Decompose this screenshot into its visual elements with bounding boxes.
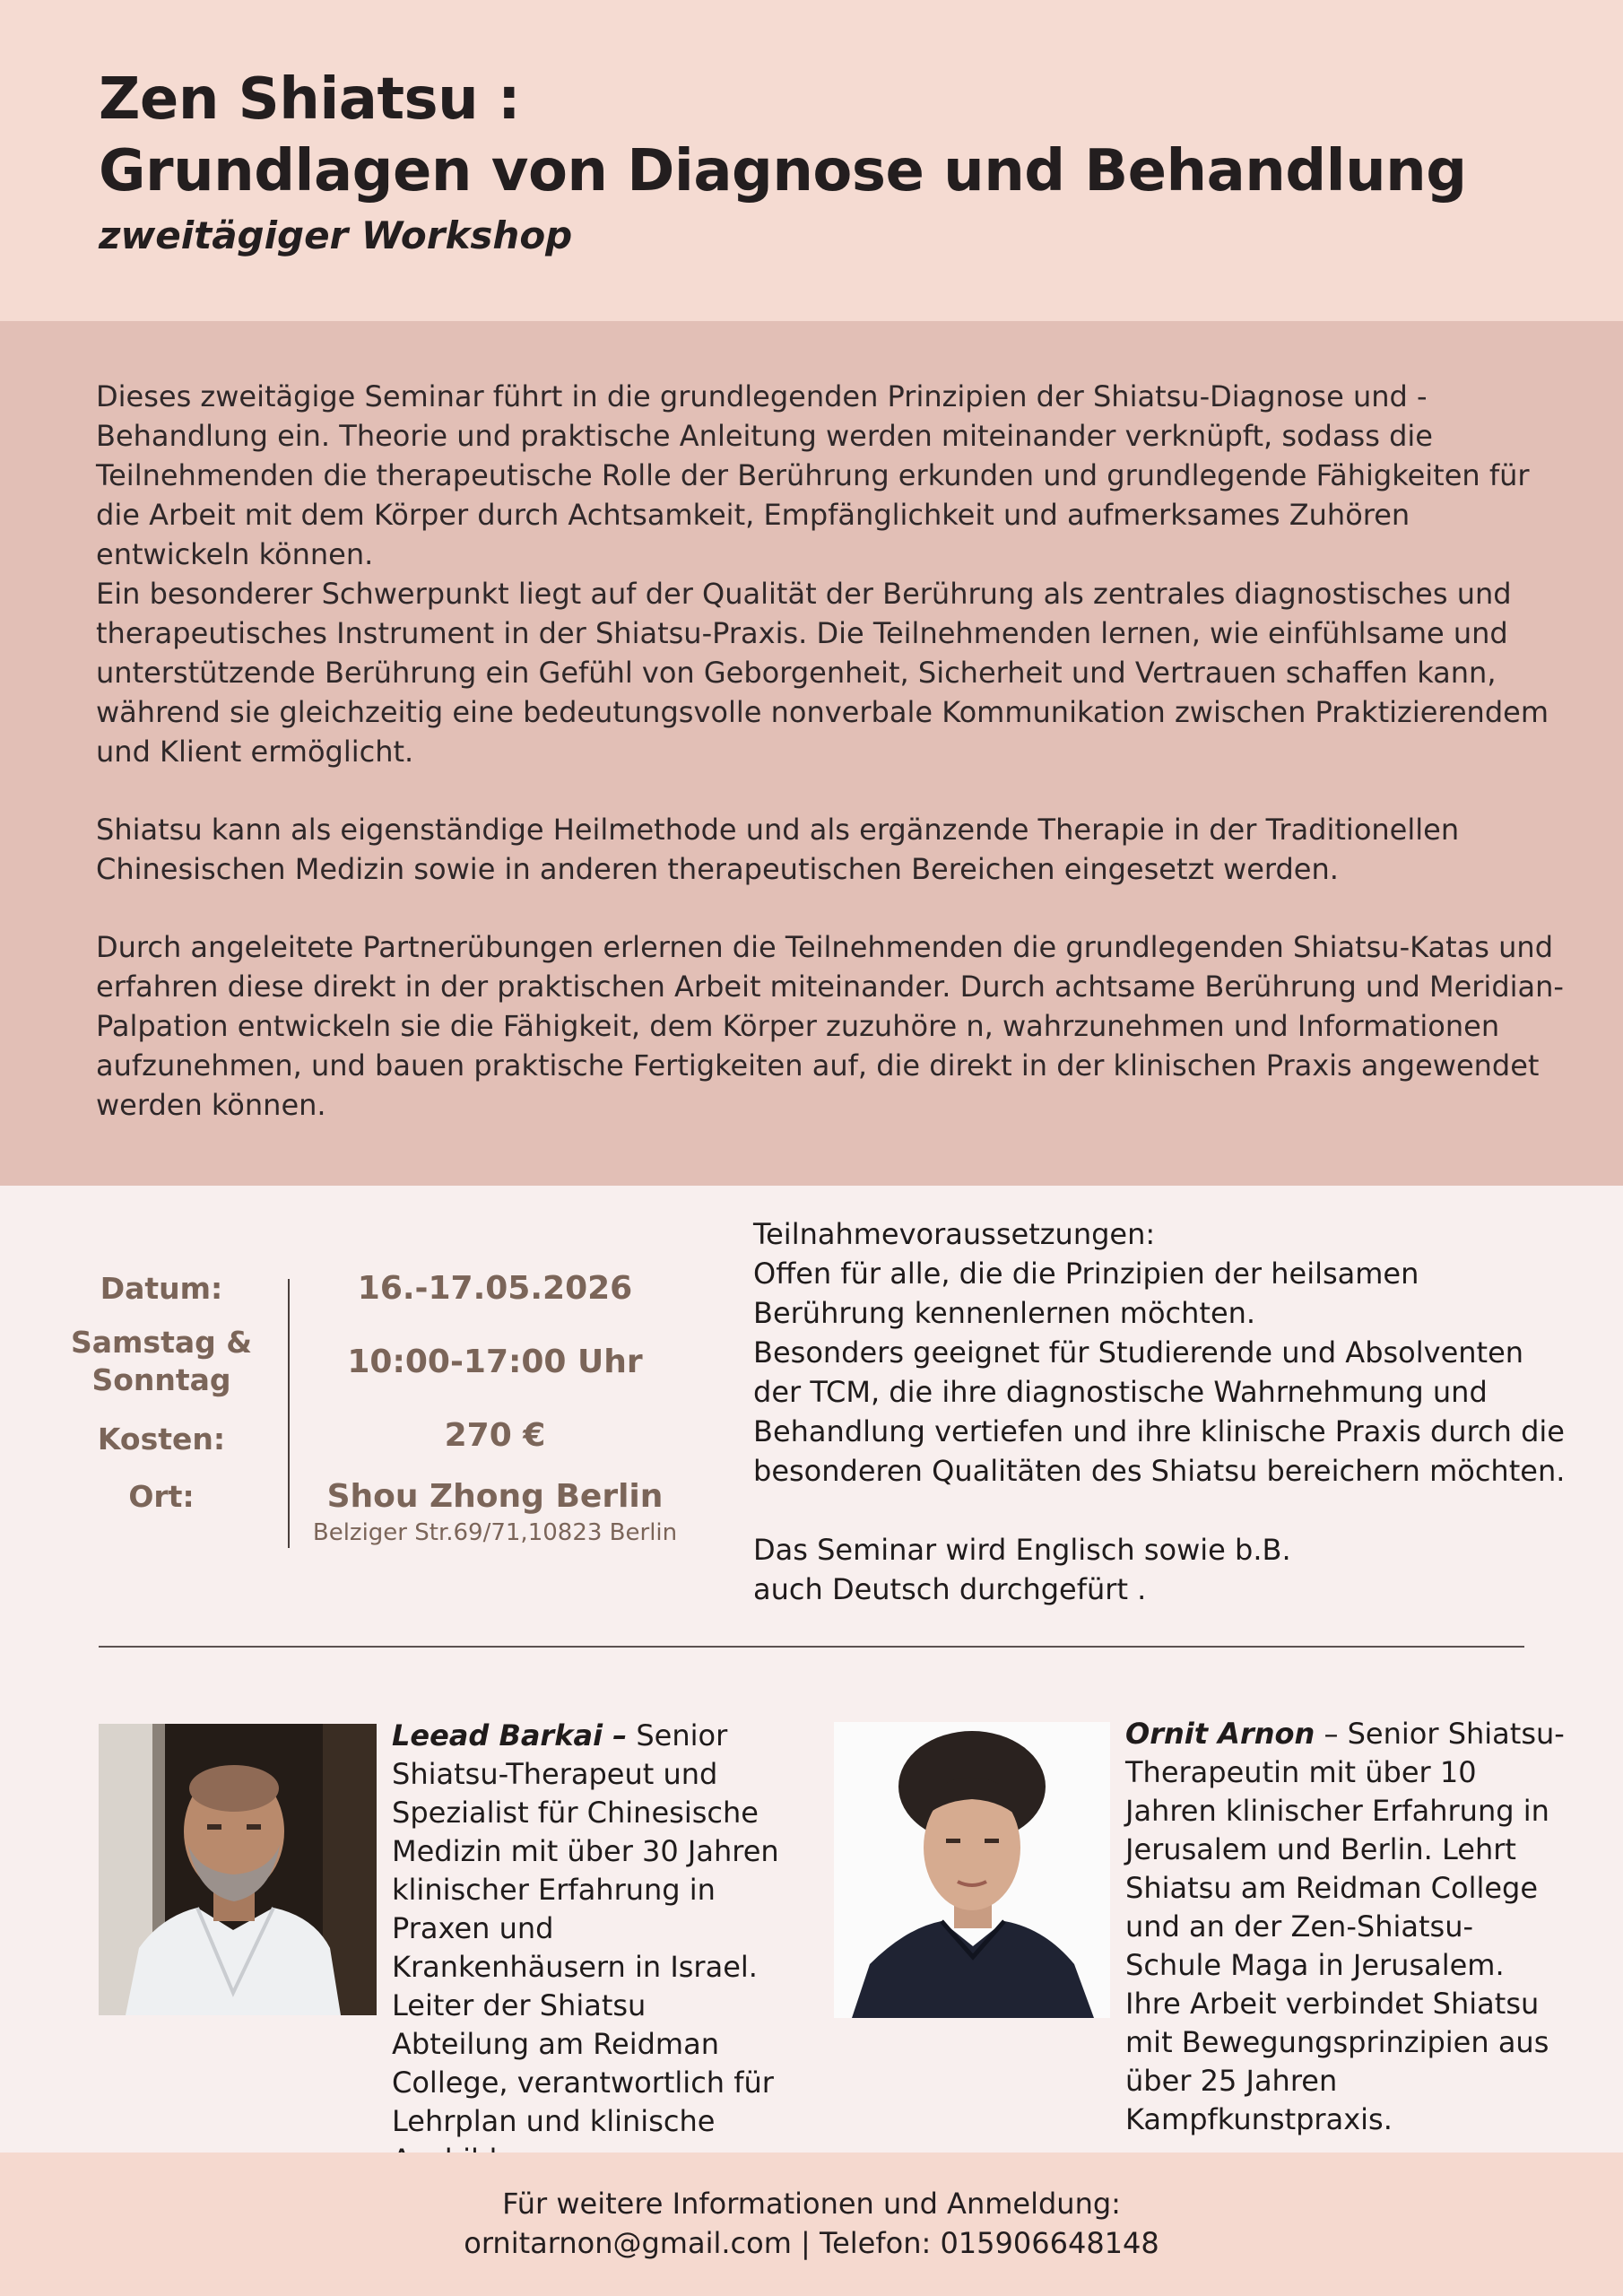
footer-info-line: Für weitere Informationen und Anmeldung: <box>502 2187 1121 2221</box>
teacher-bio-ornit: – Senior Shiatsu-Therapeutin mit über 10 Jahren klinischer Erfahrung in Jerusalem und Berlin. Lehrt Shiatsu am Reidman College und an der Zen-Shiatsu-Schule Maga in Jerusalem. Ihre Arbeit verbindet Shiatsu mit Bewegungsprinzipien aus über 25 Jahren Kampfkunstpraxis. <box>1125 1717 1565 2136</box>
footer-email[interactable]: ornitarnon@gmail.com <box>464 2226 792 2260</box>
date-value: 16.-17.05.2026 <box>357 1270 633 1307</box>
footer-separator: | <box>801 2226 811 2260</box>
place-address: Belziger Str.69/71,10823 Berlin <box>312 1519 678 1546</box>
days-label: Samstag & Sonntag <box>71 1325 252 1397</box>
title-line-2: Grundlagen von Diagnose und Behandlung <box>99 138 1467 204</box>
description-paragraph-2: Ein besonderer Schwerpunkt liegt auf der Qualität der Berührung als zentrales diagnostisches und therapeutisches Instrument in der Shiatsu-Praxis. Die Teilnehmenden lernen, wie einfühlsame und unterstützende Berührung ein Gefühl von Geborgenheit, Sicherheit und Vertrauen schaffen kann, während sie gleichzeitig eine bedeutungsvolle nonverbale Kommunikation zwischen Praktizierendem und Klient ermöglicht. <box>96 577 1549 769</box>
description-section <box>0 321 1623 1186</box>
details-divider <box>288 1279 290 1548</box>
info-section <box>0 1186 1623 2152</box>
language-note: Das Seminar wird Englisch sowie b.B. auch Deutsch durchgefürt . <box>753 1533 1291 1606</box>
footer-contact-line <box>0 2226 1623 2260</box>
requirements-text-open: Offen für alle, die die Prinzipien der heilsamen Berührung kennenlernen möchten. <box>753 1257 1419 1330</box>
description-paragraph-1: Dieses zweitägige Seminar führt in die grundlegenden Prinzipien der Shiatsu-Diagnose und -Behandlung ein. Theorie und praktische Anleitung werden miteinander verknüpft, sodass die Teilnehmenden die therapeutische Rolle der Berührung erkunden und grundlegende Fähigkeiten für die Arbeit mit dem Körper durch Achtsamkeit, Empfänglichkeit und aufmerksames Zuhören entwickeln können. <box>96 379 1530 571</box>
requirements-text-tcm: Besonders geeignet für Studierende und Absolventen der TCM, die ihre diagnostische Wahrnehmung und Behandlung vertiefen und ihre klinische Praxis durch die besonderen Qualitäten des Shiatsu bereichern möchten. <box>753 1335 1566 1488</box>
footer <box>0 2152 1623 2296</box>
teacher-name-leead: Leead Barkai – <box>392 1718 628 1752</box>
teacher-bio-leead-head <box>392 1717 786 2179</box>
place-label: Ort: <box>128 1479 195 1514</box>
cost-label: Kosten: <box>97 1422 226 1457</box>
footer-phone[interactable]: Telefon: 015906648148 <box>819 2226 1159 2260</box>
teacher-bio-ornit-head <box>1125 1715 1565 2139</box>
cost-value: 270 € <box>444 1417 546 1454</box>
place-value: Shou Zhong Berlin <box>326 1478 664 1515</box>
header <box>0 0 1623 321</box>
subtitle: zweitägiger Workshop <box>99 213 573 257</box>
teacher-photo-ornit <box>834 1722 1110 2018</box>
title-line-1: Zen Shiatsu : <box>99 66 521 133</box>
portrait-woman-image <box>834 1722 1110 2018</box>
teacher-photo-leead <box>99 1724 377 2015</box>
description-paragraph-4: Durch angeleitete Partnerübungen erlernen die Teilnehmenden die grundlegenden Shiatsu-Katas und erfahren diese direkt in der praktischen Arbeit miteinander. Durch achtsame Berührung und Meridian-Palpation entwickeln sie die Fähigkeit, dem Körper zuzuhöre n, wahrzunehmen und Informationen aufzunehmen, und bauen praktische Fertigkeiten auf, die direkt in der klinischen Praxis angewendet werden können. <box>96 930 1564 1122</box>
requirements-heading: Teilnahmevoraussetzungen: <box>753 1217 1156 1251</box>
portrait-man-image <box>99 1724 377 2015</box>
time-value: 10:00-17:00 Uhr <box>347 1344 643 1380</box>
date-label: Datum: <box>100 1271 223 1306</box>
section-divider <box>99 1646 1524 1648</box>
teacher-bio-leead: Senior Shiatsu-Therapeut und Spezialist für Chinesische Medizin mit über 30 Jahren klinischer Erfahrung in Praxen und Krankenhäusern in Israel. Leiter der Shiatsu Abteilung am Reidman College, verantwortlich für Lehrplan und klinische <box>392 1718 779 2138</box>
description-paragraph-3: Shiatsu kann als eigenständige Heilmethode und als ergänzende Therapie in der Traditionellen Chinesischen Medizin sowie in anderen therapeutischen Bereichen eingesetzt werden. <box>96 813 1460 886</box>
teacher-name-ornit: Ornit Arnon <box>1125 1717 1315 1751</box>
